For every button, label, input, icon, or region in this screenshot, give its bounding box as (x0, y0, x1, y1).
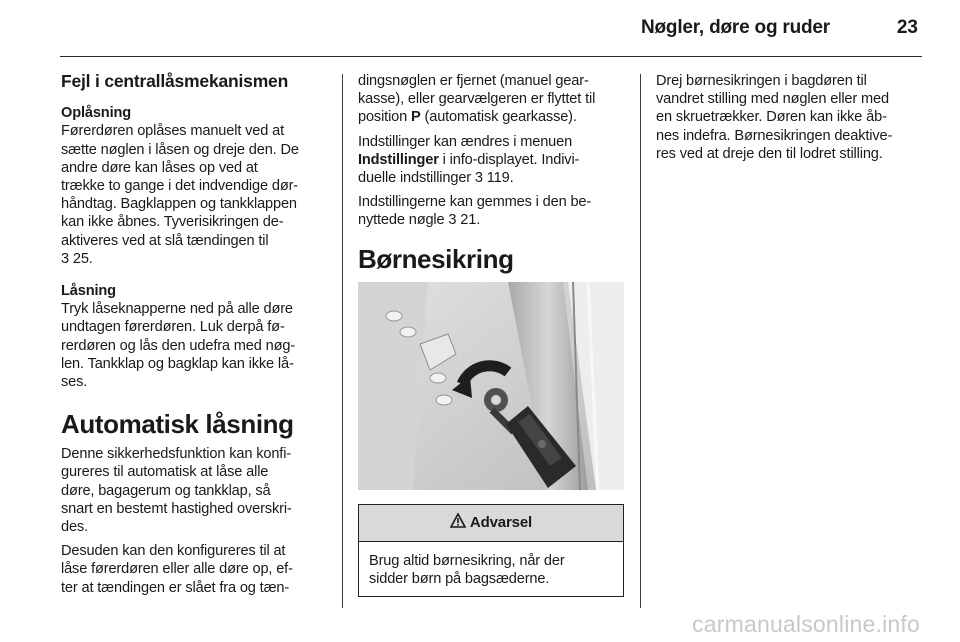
door-key-illustration (358, 282, 624, 490)
section-title: Fejl i centrallåsmekanismen (61, 71, 289, 91)
reference-arrow-icon: 3 (61, 250, 69, 267)
text-line: ter at tændingen er slået fra og tæn- (61, 579, 290, 596)
child-lock-illustration (358, 282, 624, 490)
settings-menu-label: Indstillinger (358, 151, 439, 168)
text-line: sætte nøglen i låsen og dreje den. De (61, 141, 299, 158)
text-line: ses. (61, 374, 88, 391)
warning-box (358, 504, 624, 597)
save-paragraph (358, 193, 624, 229)
auto-lock-title: Automatisk låsning (61, 409, 294, 440)
warning-triangle-icon (450, 513, 466, 533)
page-number: 23 (896, 17, 918, 38)
text-line: sidder børn på bagsæderne. (369, 570, 550, 587)
text-line: i info-displayet. Indivi- (438, 151, 580, 168)
lock-paragraph (61, 300, 329, 391)
text-line: len. Tankklap og bagklap kan ikke lå- (61, 355, 294, 372)
auto-lock-paragraph-2 (61, 542, 329, 597)
text-line: låse førerdøren eller alle døre op, ef- (61, 561, 293, 578)
text-line: døre, bagagerum og tankklap, så (61, 482, 271, 499)
continuation-paragraph (358, 72, 624, 127)
text-line: duelle indstillinger (358, 170, 475, 187)
text-line: aktiveres ved at slå tændingen til (61, 232, 269, 249)
text-line: Tryk låseknapperne ned på alle døre (61, 301, 293, 318)
unlock-heading: Oplåsning (61, 105, 132, 122)
text-line: undtagen førerdøren. Luk derpå fø- (61, 319, 285, 336)
text-line: en skruetrækker. Døren kan ikke åb- (656, 109, 887, 126)
text-line: Indstillingerne kan gemmes i den be- (358, 194, 592, 211)
text-line: res ved at dreje den til lodret stilling. (656, 145, 883, 162)
header-divider (60, 56, 922, 57)
child-lock-instructions (656, 72, 924, 163)
text-line: des. (61, 519, 88, 536)
reference-text: 25. (68, 250, 93, 267)
text-line: Drej børnesikringen i bagdøren til (656, 73, 867, 89)
settings-paragraph (358, 133, 624, 188)
text-line: håndtag. Bagklappen og tankklappen (61, 196, 297, 213)
text-line: Desuden kan den konfigureres til at (61, 543, 286, 560)
text-line: rerdøren og lås den udefra med nøg- (61, 337, 296, 354)
watermark: carmanualsonline.info (692, 611, 920, 637)
auto-lock-paragraph-1 (61, 445, 329, 536)
child-lock-title: Børnesikring (358, 243, 514, 274)
text-line: Førerdøren oplåses manuelt ved at (61, 123, 284, 140)
warning-body (359, 542, 623, 596)
warning-label: Advarsel (469, 513, 533, 531)
text-line: Indstillinger kan ændres i menuen (358, 133, 573, 150)
text-line: kasse), eller gearvælgeren er flyttet til (358, 91, 596, 108)
reference-arrow-icon: 3 (448, 212, 457, 229)
column-2 (358, 72, 624, 597)
text-line: (automatisk gearkasse). (420, 109, 577, 126)
text-line: nes indefra. Børnesikringen deaktive- (656, 127, 893, 144)
unlock-paragraph (61, 122, 329, 268)
text-line: gureres til automatisk at låse alle (61, 464, 269, 481)
column-divider-2 (640, 74, 641, 608)
warning-header (359, 505, 623, 542)
column-1 (61, 72, 329, 611)
text-line: kan ikke åbnes. Tyverisikringen de- (61, 214, 284, 231)
reference-text: 119. (482, 170, 514, 187)
reference-text: 21. (456, 212, 481, 229)
text-line: andre døre kan låses op ved at (61, 159, 258, 176)
column-divider-1 (342, 74, 343, 608)
gear-position-label: P (411, 109, 421, 126)
text-line: Brug altid børnesikring, når der (369, 552, 565, 569)
page-reference[interactable] (61, 251, 93, 267)
text-line: position (358, 109, 412, 126)
text-line: Denne sikkerhedsfunktion kan konfi- (61, 446, 292, 463)
column-3 (656, 72, 924, 177)
text-line: trække to gange i det indvendige dør- (61, 178, 299, 195)
text-line: dingsnøglen er fjernet (manuel gear- (358, 73, 589, 89)
page-reference[interactable] (448, 212, 480, 228)
text-line: snart en bestemt hastighed overskri- (61, 500, 292, 517)
text-line: nyttede nøgle (358, 212, 449, 229)
reference-arrow-icon: 3 (474, 170, 483, 187)
text-line: vandret stilling med nøglen eller med (656, 91, 889, 108)
lock-heading: Låsning (61, 283, 116, 300)
page-header-title: Nøgler, døre og ruder (641, 17, 830, 38)
page-reference[interactable] (475, 170, 514, 186)
